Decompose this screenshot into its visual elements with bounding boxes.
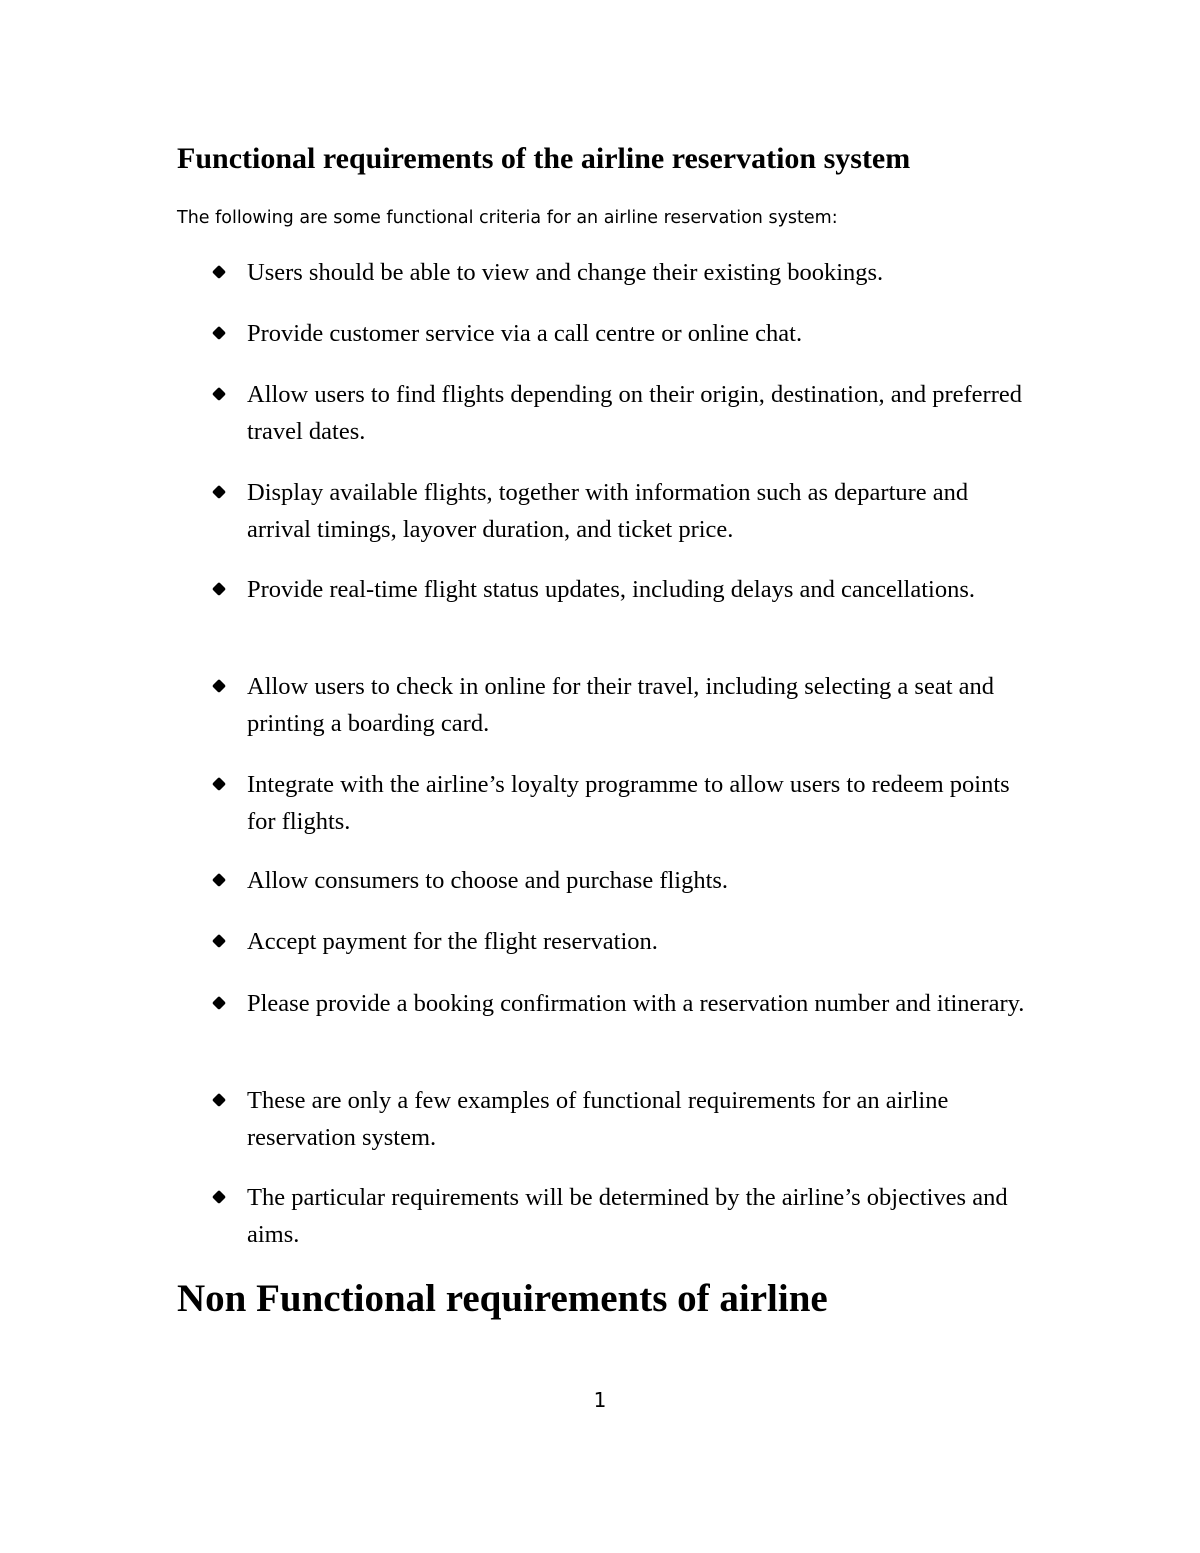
list-item-text: Integrate with the airline’s loyalty programme to allow users to redeem points for flights. <box>247 771 1010 835</box>
list-item-text: Provide real-time flight status updates, including delays and cancellations. <box>247 576 976 603</box>
list-item-text: Allow consumers to choose and purchase flights. <box>247 867 729 894</box>
list-item-text: Please provide a booking confirmation with a reservation number and itinerary. <box>247 990 1025 1017</box>
page-number: 1 <box>593 1388 607 1412</box>
bullet-icon <box>212 387 226 401</box>
list-item-text: Accept payment for the flight reservation. <box>247 928 658 955</box>
bullet-icon <box>212 679 226 693</box>
list-item-text: Allow users to find flights depending on their origin, destination, and preferred travel dates. <box>247 381 1022 445</box>
bullet-icon <box>212 1190 226 1204</box>
bullet-icon <box>212 873 226 887</box>
bullet-icon <box>212 777 226 791</box>
bullet-icon <box>212 934 226 948</box>
intro-paragraph: The following are some functional criteria for an airline reservation system: <box>177 208 838 228</box>
list-item-text: Users should be able to view and change their existing bookings. <box>247 259 884 286</box>
bullet-icon <box>212 265 226 279</box>
bullet-icon <box>212 485 226 499</box>
list-item-text: Provide customer service via a call centre or online chat. <box>247 320 803 347</box>
list-item-text: These are only a few examples of functional requirements for an airline reservation system. <box>247 1087 949 1151</box>
bullet-icon <box>212 996 226 1010</box>
bullet-icon <box>212 326 226 340</box>
section-heading: Non Functional requirements of airline <box>177 1277 828 1320</box>
list-item-text: The particular requirements will be determined by the airline’s objectives and aims. <box>247 1184 1008 1248</box>
page-title: Functional requirements of the airline reservation system <box>177 142 911 175</box>
bullet-icon <box>212 582 226 596</box>
list-item-text: Display available flights, together with information such as departure and arrival timings, layover duration, and ticket price. <box>247 479 969 543</box>
list-item-text: Allow users to check in online for their travel, including selecting a seat and printing a boarding card. <box>247 673 995 737</box>
bullet-icon <box>212 1093 226 1107</box>
